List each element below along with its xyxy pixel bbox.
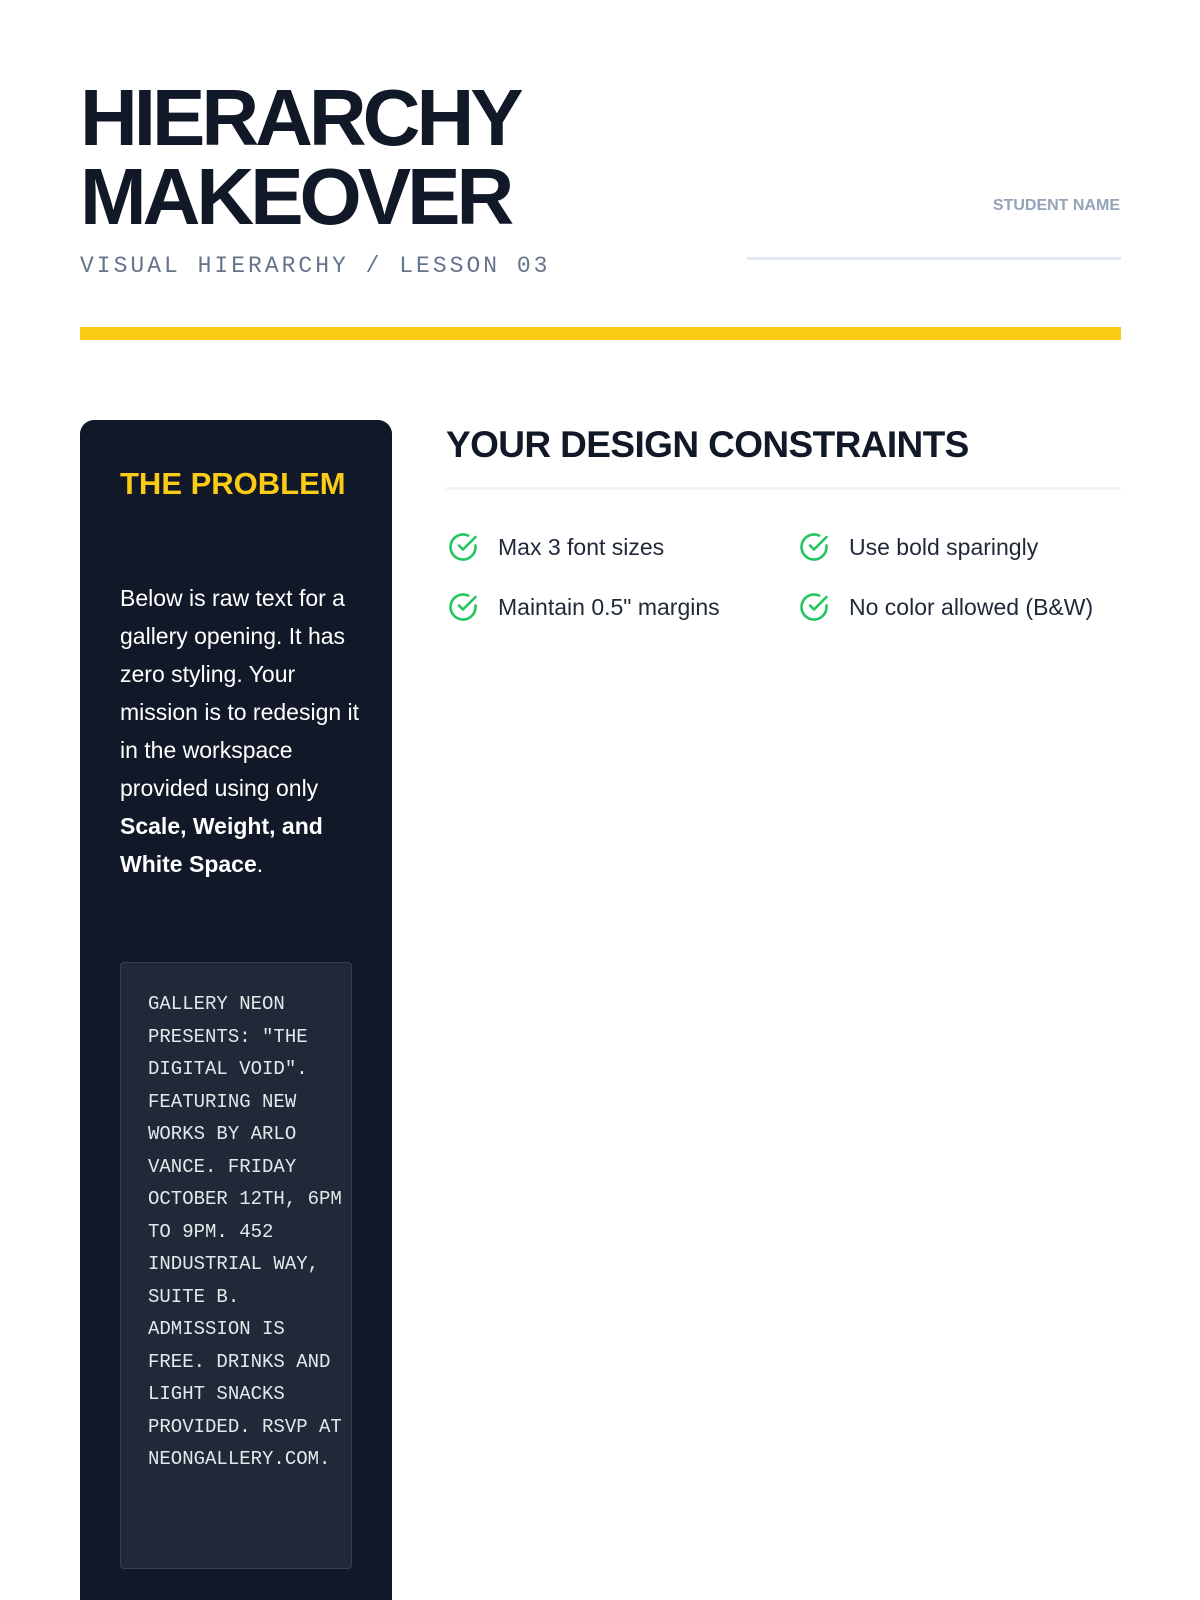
student-name-field[interactable] [747,257,1121,260]
constraint-label: No color allowed (B&W) [849,593,1094,620]
page-title-line-2: MAKEOVER [80,152,511,241]
lesson-subtitle: VISUAL HIERARCHY / LESSON 03 [80,253,551,279]
constraint-label: Maintain 0.5" margins [498,593,720,620]
raw-text-box [120,962,352,1569]
check-circle-icon [797,590,831,624]
check-circle-icon [446,530,480,564]
constraint-item [446,590,720,624]
problem-description-intro: Below is raw text for a gallery opening. It has zero styling. Your mission is to redesign it in the workspace provided using only [120,585,360,801]
constraint-item [797,590,1093,624]
problem-description [120,579,360,883]
problem-heading: THE PROBLEM [120,466,346,501]
header-divider-bar [80,327,1121,340]
page-title [80,73,520,241]
problem-panel [80,420,392,1600]
constraint-label: Use bold sparingly [849,533,1039,560]
check-circle-icon [797,530,831,564]
problem-description-emphasis: Scale, Weight, and White Space [120,813,323,877]
constraint-item [446,530,664,564]
constraint-label: Max 3 font sizes [498,533,665,560]
check-circle-icon [446,590,480,624]
constraints-divider [446,487,1121,490]
page-title-line-1: HIERARCHY [80,73,520,162]
constraints-heading: YOUR DESIGN CONSTRAINTS [446,424,969,465]
student-name-label: STUDENT NAME [992,197,1120,214]
constraint-item [797,530,1038,564]
problem-description-end: . [256,851,264,877]
raw-gallery-text: GALLERY NEON PRESENTS: "THE DIGITAL VOID". FEATURING NEW WORKS BY ARLO VANCE. FRIDAY OCTOBER 12TH, 6PM TO 9PM. 452 INDUSTRIAL WAY, SUITE B. ADMISSION IS FREE. DRINKS AND LIGHT SNACKS PROVIDED. RSVP AT NEONGALLERY.COM. [148,993,342,1470]
